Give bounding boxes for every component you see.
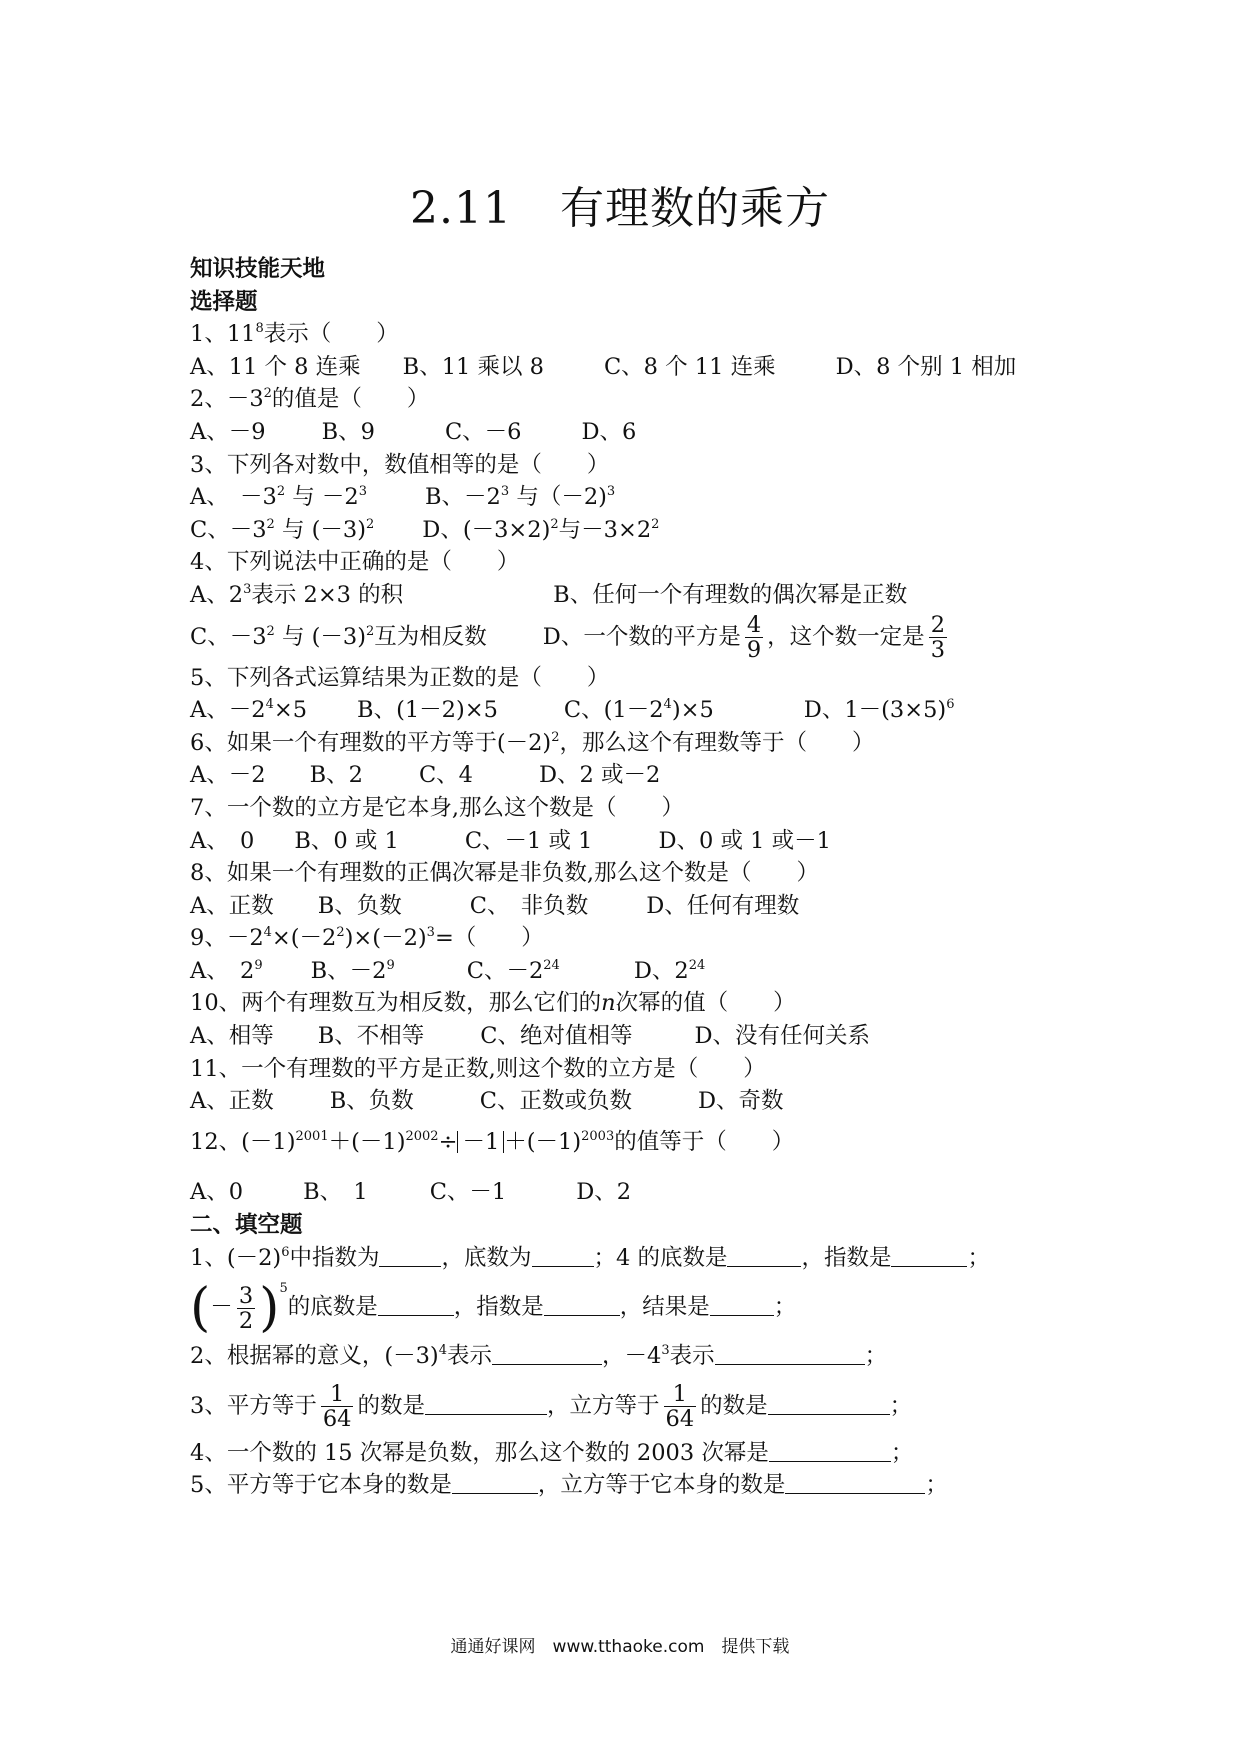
answer-blank[interactable]: [492, 1342, 602, 1365]
question-8: 8、如果一个有理数的正偶次幂是非负数,那么这个数是（ ）: [190, 860, 819, 887]
answer-blank[interactable]: [452, 1471, 538, 1494]
option-c: C、8 个 11 连乘: [603, 353, 776, 380]
question-5-options: A、$-2^4\times 5$ B、(1－2)×5 C、$(1-2^4)\times 5$ D、$1-(3\times 5)^6$: [190, 697, 955, 724]
question-3-options-ab: A、 $-3^2$ 与 $-2^3$ B、$-2^3$ 与（－2)$^3$: [190, 484, 616, 511]
question-4: 4、下列说法中正确的是（ ）: [190, 549, 520, 576]
worksheet-body: [190, 253, 1090, 1502]
page-title: [0, 172, 1240, 236]
question-7-options: A、 0 B、0 或 1 C、－1 或 1 D、0 或 1 或－1: [190, 827, 831, 854]
fraction: $\frac{3}{2}$: [238, 1282, 254, 1334]
question-7: 7、一个数的立方是它本身,那么这个数是（ ）: [190, 794, 684, 821]
answer-blank[interactable]: [379, 1244, 441, 1267]
answer-blank[interactable]: [532, 1244, 594, 1267]
question-8-options: A、正数 B、负数 C、 非负数 D、任何有理数: [190, 892, 800, 919]
question-6: 6、如果一个有理数的平方等于$(-2)^2$，那么这个有理数等于（ ）: [190, 729, 875, 756]
question-11-options: A、正数 B、负数 C、正数或负数 D、奇数: [190, 1088, 784, 1115]
option-d: D、6: [581, 418, 637, 445]
page-footer: 通通好课网 www.tthaoke.com 提供下载: [450, 1637, 790, 1657]
title-text: 有理数的乘方: [559, 183, 830, 234]
question-1: 1、$11^8$表示（ ）: [190, 321, 399, 348]
option-b: B、11 乘以 8: [402, 353, 544, 380]
question-10-options: A、相等 B、不相等 C、绝对值相等 D、没有任何关系: [190, 1023, 871, 1050]
answer-blank[interactable]: [715, 1342, 865, 1365]
question-9-options: A、 $2^9$ B、$-2^9$ C、$-2^{24}$ D、$2^{24}$: [190, 957, 706, 984]
section-heading: 二、填空题: [190, 1212, 303, 1239]
fill-3: 3、平方等于 $\frac{1}{64}$ 的数是 ，立方等于 $\frac{1}{64}$ 的数是 ；: [190, 1381, 913, 1433]
answer-blank[interactable]: [378, 1293, 454, 1316]
absolute-value: －1: [457, 1131, 504, 1153]
option-a: A、11 个 8 连乘: [190, 353, 361, 380]
fraction: $\frac{1}{64}$: [665, 1381, 695, 1433]
question-5: 5、下列各式运算结果为正数的是（ ）: [190, 664, 610, 691]
answer-blank[interactable]: [768, 1392, 890, 1415]
option-b: B、9: [321, 418, 375, 445]
answer-blank[interactable]: [727, 1244, 801, 1267]
question-2-options: [190, 416, 1090, 449]
answer-blank[interactable]: [425, 1392, 547, 1415]
question-4-options-cd: C、$-3^2$ 与 $(-3)^2$互为相反数 D、一个数的平方是 $\frac{4}{9}$ ，这个数一定是 $\frac{2}{3}$: [190, 612, 946, 664]
fraction: $\frac{1}{64}$: [322, 1381, 352, 1433]
answer-blank[interactable]: [544, 1293, 620, 1316]
option-a: A、－9: [190, 418, 266, 445]
section-heading: 选择题: [190, 288, 258, 315]
answer-blank[interactable]: [769, 1439, 891, 1462]
question-11: 11、一个有理数的平方是正数,则这个数的立方是（ ）: [190, 1055, 766, 1082]
question-9: 9、$-2^4\times(-2^2)\times(-2)^3=$（ ）: [190, 925, 544, 952]
fill-4: 4、一个数的 15 次幂是负数，那么这个数的 2003 次幂是 ；: [190, 1439, 914, 1466]
option-c: C、－6: [444, 418, 522, 445]
question-3-options-cd: C、$-3^2$ 与 $(-3)^2$ D、$(-3\times 2)^2$与$-3\times 2^2$: [190, 516, 660, 543]
fraction: $\frac{2}{3}$: [930, 612, 946, 664]
question-10: 10、两个有理数互为相反数，那么它们的n次幂的值（ ）: [190, 990, 796, 1017]
question-6-options: A、－2 B、2 C、4 D、2 或－2: [190, 762, 661, 789]
fill-2: 2、根据幂的意义，$(-3)^4$表示 ，$-4^3$表示 ；: [190, 1343, 888, 1370]
fill-1-continued: (－ $\frac{3}{2}$ )$^5$的底数是 ，指数是 ，结果是 ；: [190, 1278, 797, 1339]
fill-1: 1、$(-2)^6$中指数为 ，底数为 ；4 的底数是 ，指数是 ；: [190, 1244, 990, 1271]
section-heading: 知识技能天地: [190, 256, 326, 282]
fill-5: 5、平方等于它本身的数是 ，立方等于它本身的数是 ；: [190, 1472, 948, 1499]
question-1-options: [190, 351, 1090, 384]
question-2: 2、$-3^2$的值是（ ）: [190, 386, 430, 413]
question-3: 3、下列各对数中，数值相等的是（ ）: [190, 451, 610, 478]
answer-blank[interactable]: [710, 1293, 774, 1316]
question-12: 12、$(-1)^{2001}+(-1)^{2002}\div -1 +(-1)^{2003}$的值等于（ ）: [190, 1128, 795, 1155]
option-d: D、8 个别 1 相加: [835, 353, 1017, 380]
answer-blank[interactable]: [891, 1244, 967, 1267]
question-12-options: A、0 B、 1 C、－1 D、2: [190, 1179, 632, 1206]
question-4-options-ab: A、$2^3$表示 2×3 的积 B、任何一个有理数的偶次幂是正数: [190, 581, 908, 608]
title-number: 2.11: [410, 183, 512, 234]
fraction: $\frac{4}{9}$: [746, 612, 762, 664]
answer-blank[interactable]: [785, 1471, 925, 1494]
